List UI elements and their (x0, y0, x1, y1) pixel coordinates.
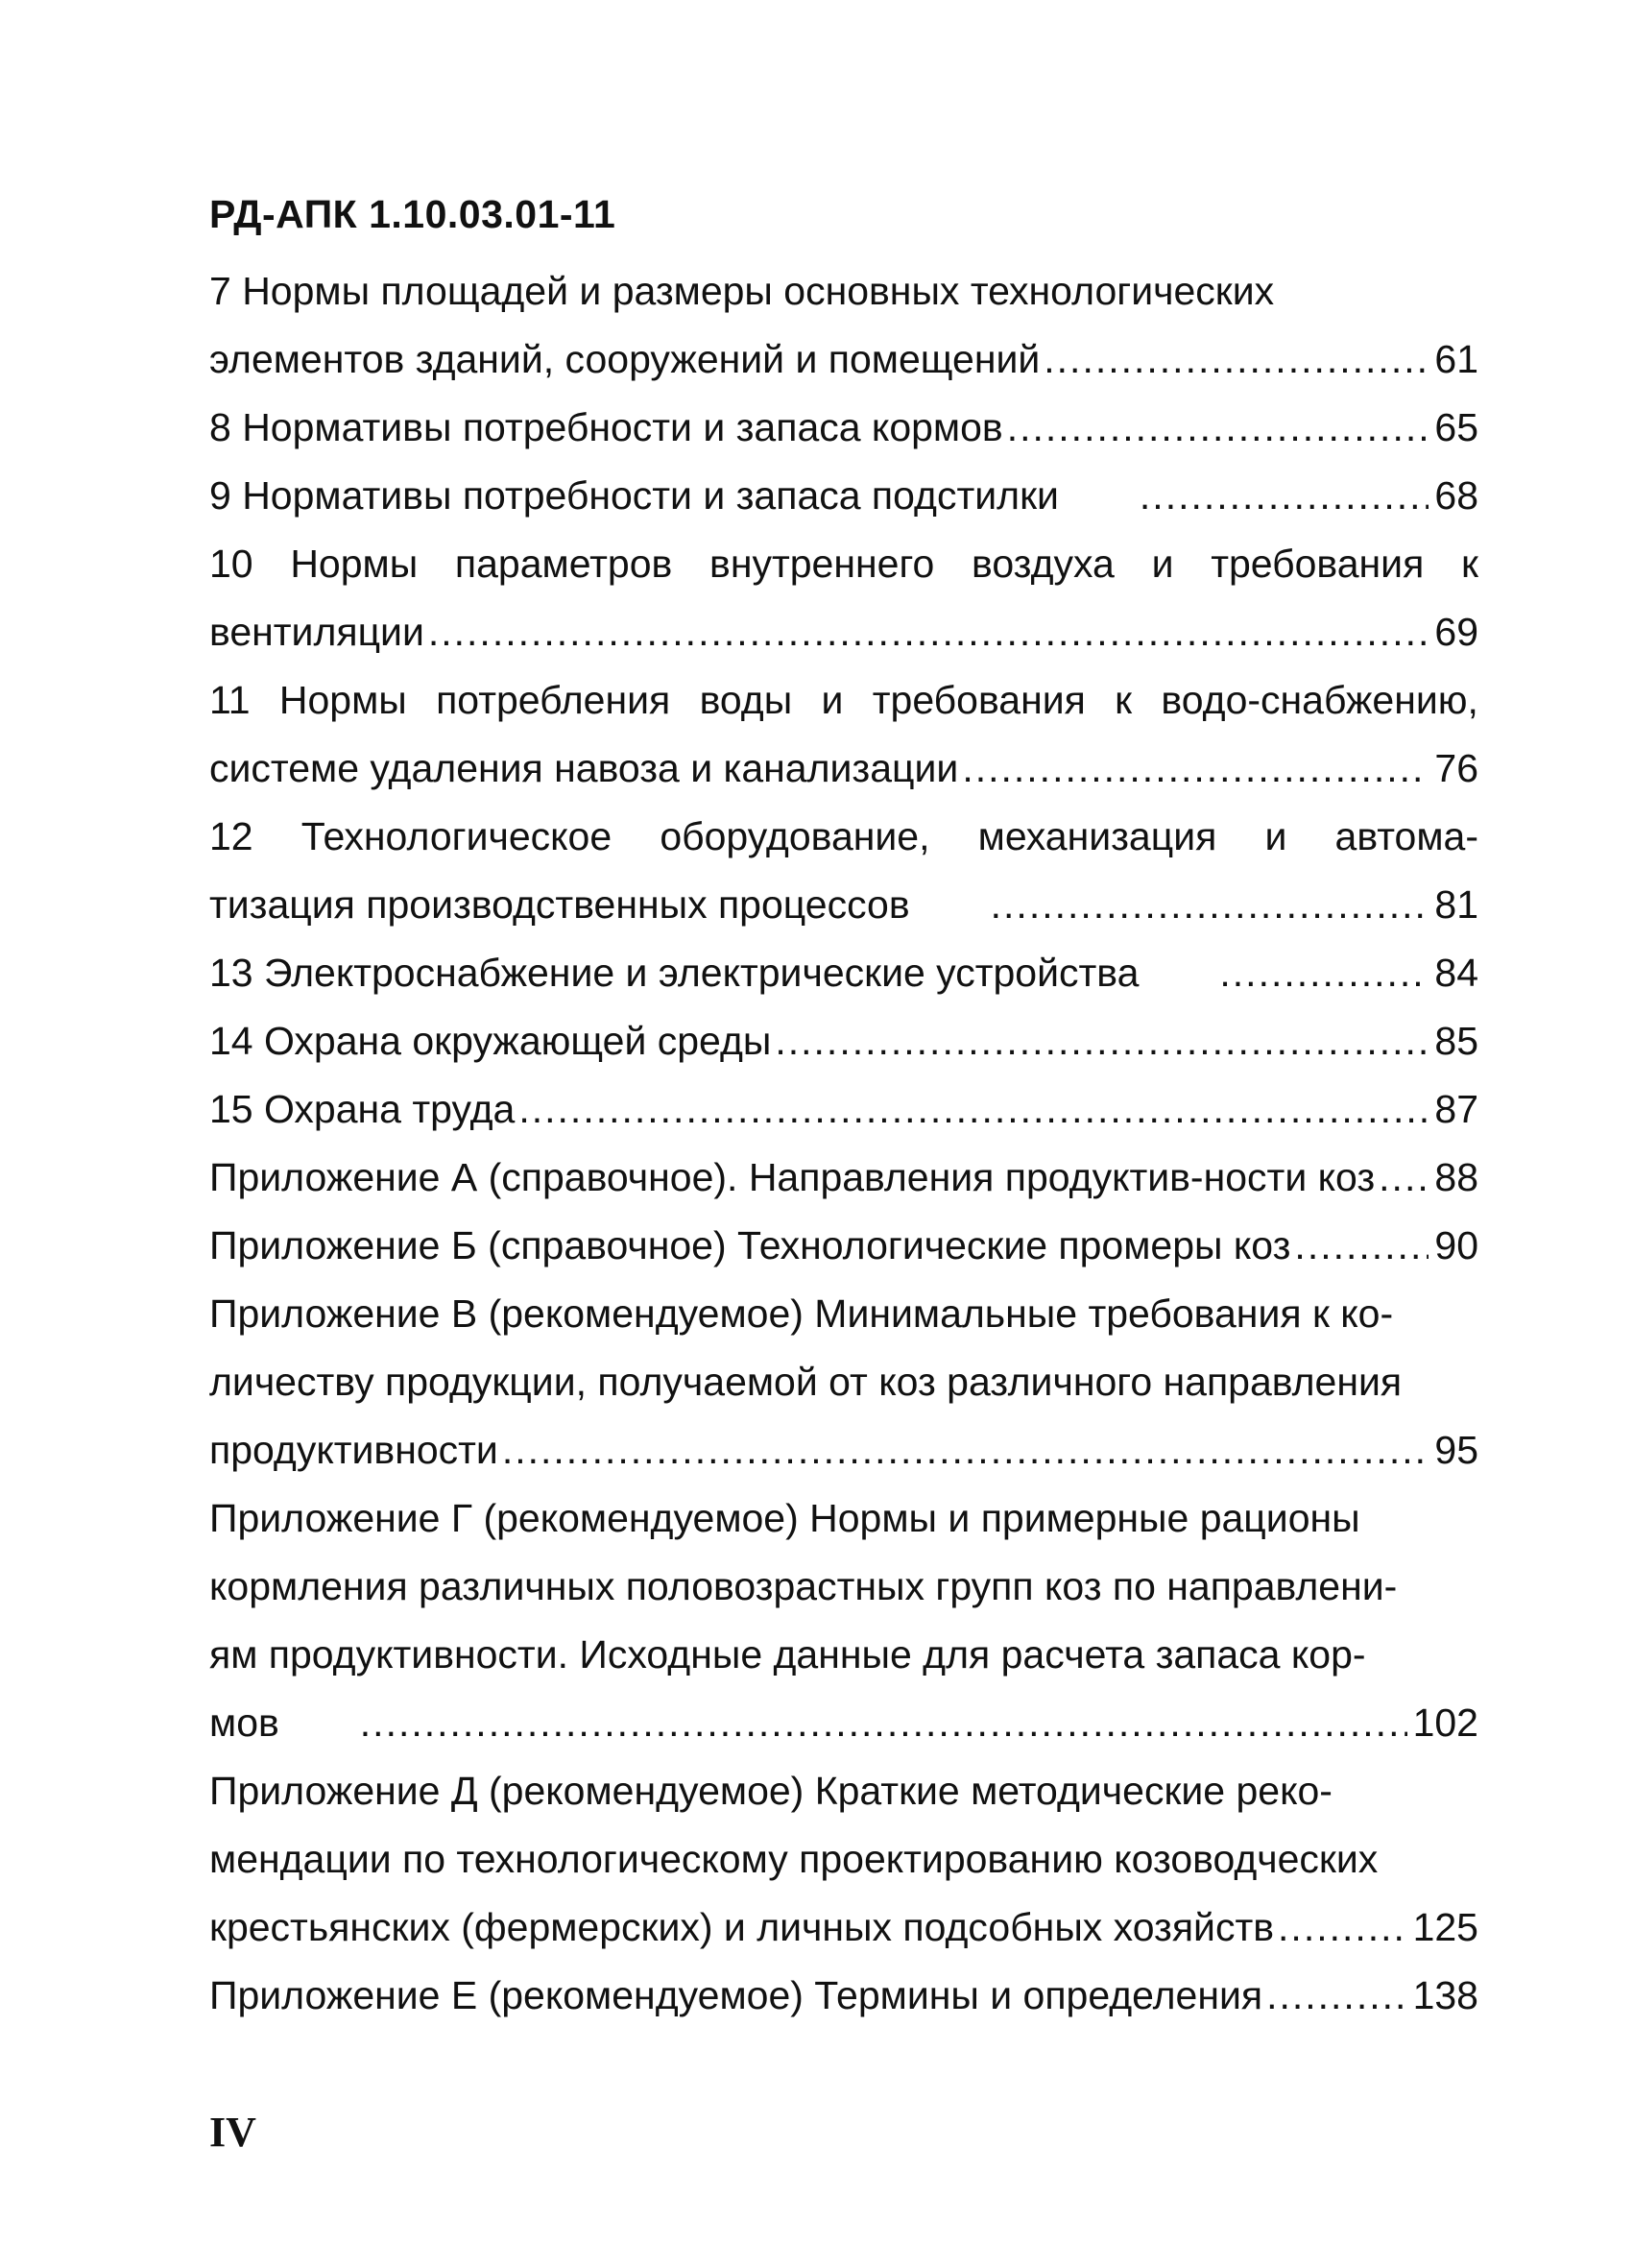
toc-entry-appendix-b[interactable] (209, 1212, 1478, 1280)
dot-leader (1294, 1212, 1429, 1280)
toc-entry-appendix-v-line-1: Приложение В (рекомендуемое) Минимальные требования к ко- (209, 1291, 1394, 1336)
toc-page-number: 138 (1412, 1973, 1478, 2017)
word: 10 (209, 542, 253, 586)
toc-entry-text: Приложение А (справочное). Направления продуктив-ности коз (209, 1155, 1376, 1199)
toc-page-number: 87 (1434, 1087, 1478, 1131)
toc-entry-appendix-v-line-2: личеству продукции, получаемой от коз различного направления (209, 1360, 1403, 1404)
toc-page-number: 95 (1434, 1428, 1478, 1472)
dot-leader (428, 598, 1429, 666)
toc-entry-appendix-g[interactable] (209, 1689, 1478, 1757)
dot-leader (502, 1416, 1429, 1484)
toc-entry-appendix-v[interactable] (209, 1416, 1478, 1484)
toc-entry-appendix-e[interactable] (209, 1962, 1478, 2030)
toc-entry-text: крестьянских (фермерских) и личных подсобных хозяйств (209, 1905, 1275, 1949)
word: и (1151, 542, 1174, 586)
toc-page-number: 102 (1412, 1701, 1478, 1745)
dot-leader (360, 1689, 1407, 1757)
word: механизация (977, 814, 1217, 858)
toc-entry-text: 9 Нормативы потребности и запаса подстилки (209, 473, 1059, 518)
dot-leader (991, 871, 1429, 939)
toc-entry-14[interactable] (209, 1007, 1478, 1075)
toc-entry-9[interactable] (209, 462, 1478, 530)
word: внутреннего (709, 542, 935, 586)
toc-entry-text: Приложение Б (справочное) Технологические промеры коз (209, 1223, 1291, 1267)
table-of-contents (209, 257, 1478, 2030)
word: Нормы (278, 678, 407, 722)
document-code-header: РД-АПК 1.10.03.01-11 (209, 192, 616, 236)
word: к (1115, 678, 1133, 722)
toc-entry-text: элементов зданий, сооружений и помещений (209, 337, 1041, 381)
toc-entry-appendix-g-line-3: ям продуктивности. Исходные данные для расчета запаса кор- (209, 1632, 1366, 1677)
toc-entry-text: системе удаления навоза и канализации (209, 746, 959, 790)
toc-entry-text: мов (209, 1701, 279, 1745)
toc-entry-text: 13 Электроснабжение и электрические устройства (209, 951, 1140, 995)
word: 11 (209, 678, 251, 722)
toc-page-number: 76 (1434, 746, 1478, 790)
toc-page-number: 84 (1434, 951, 1478, 995)
toc-entry-10-line-1 (209, 530, 1478, 598)
toc-page-number: 125 (1412, 1905, 1478, 1949)
toc-page-number: 61 (1434, 337, 1478, 381)
dot-leader (1266, 1962, 1407, 2030)
dot-leader (1044, 326, 1429, 394)
toc-page-number: 88 (1434, 1155, 1478, 1199)
toc-entry-appendix-d[interactable] (209, 1894, 1478, 1962)
toc-entry-8[interactable] (209, 394, 1478, 462)
word: Нормы (290, 542, 419, 586)
dot-leader (775, 1007, 1429, 1075)
dot-leader (1379, 1144, 1429, 1212)
word: требования (872, 678, 1086, 722)
toc-entry-appendix-a[interactable] (209, 1144, 1478, 1212)
dot-leader (1278, 1894, 1407, 1962)
page-number: IV (209, 2109, 256, 2156)
toc-page-number: 68 (1434, 473, 1478, 518)
dot-leader (1140, 462, 1429, 530)
toc-entry-appendix-d-line-1: Приложение Д (рекомендуемое) Краткие методические реко- (209, 1769, 1333, 1813)
word: и (821, 678, 844, 722)
toc-entry-text: 8 Нормативы потребности и запаса кормов (209, 405, 1003, 449)
word: 12 (209, 814, 253, 858)
toc-entry-7[interactable] (209, 326, 1478, 394)
word: потребления (436, 678, 671, 722)
toc-entry-text: Приложение Е (рекомендуемое) Термины и определения (209, 1973, 1263, 2017)
toc-entry-text: вентиляции (209, 610, 424, 654)
toc-page-number: 90 (1434, 1223, 1478, 1267)
toc-entry-appendix-g-line-1: Приложение Г (рекомендуемое) Нормы и примерные рационы (209, 1496, 1360, 1540)
toc-page-number: 69 (1434, 610, 1478, 654)
toc-page-number: 85 (1434, 1019, 1478, 1063)
toc-entry-12[interactable] (209, 871, 1478, 939)
word: автома- (1334, 814, 1478, 858)
word: параметров (454, 542, 673, 586)
dot-leader (1219, 939, 1429, 1007)
toc-entry-15[interactable] (209, 1075, 1478, 1144)
toc-page-number: 81 (1434, 882, 1478, 927)
toc-entry-text: 14 Охрана окружающей среды (209, 1019, 772, 1063)
toc-entry-appendix-d-line-2: мендации по технологическому проектированию козоводческих (209, 1837, 1379, 1881)
toc-entry-13[interactable] (209, 939, 1478, 1007)
word: требования (1211, 542, 1425, 586)
toc-entry-11-line-1 (209, 666, 1478, 735)
dot-leader (1007, 394, 1429, 462)
word: к (1460, 542, 1478, 586)
word: водо-снабжению, (1161, 678, 1478, 722)
dot-leader (962, 735, 1429, 803)
word: воды (699, 678, 793, 722)
word: и (1264, 814, 1287, 858)
toc-entry-text: продуктивности (209, 1428, 498, 1472)
toc-entry-11[interactable] (209, 735, 1478, 803)
word: Технологическое (300, 814, 612, 858)
toc-entry-10[interactable] (209, 598, 1478, 666)
toc-entry-7-line-1: 7 Нормы площадей и размеры основных технологических (209, 269, 1275, 313)
toc-entry-12-line-1 (209, 803, 1478, 871)
dot-leader (518, 1075, 1429, 1144)
toc-entry-appendix-g-line-2: кормления различных половозрастных групп коз по направлени- (209, 1564, 1398, 1608)
toc-page-number: 65 (1434, 405, 1478, 449)
toc-entry-text: тизация производственных процессов (209, 882, 910, 927)
word: оборудование, (660, 814, 930, 858)
word: воздуха (972, 542, 1115, 586)
toc-entry-text: 15 Охрана труда (209, 1087, 516, 1131)
